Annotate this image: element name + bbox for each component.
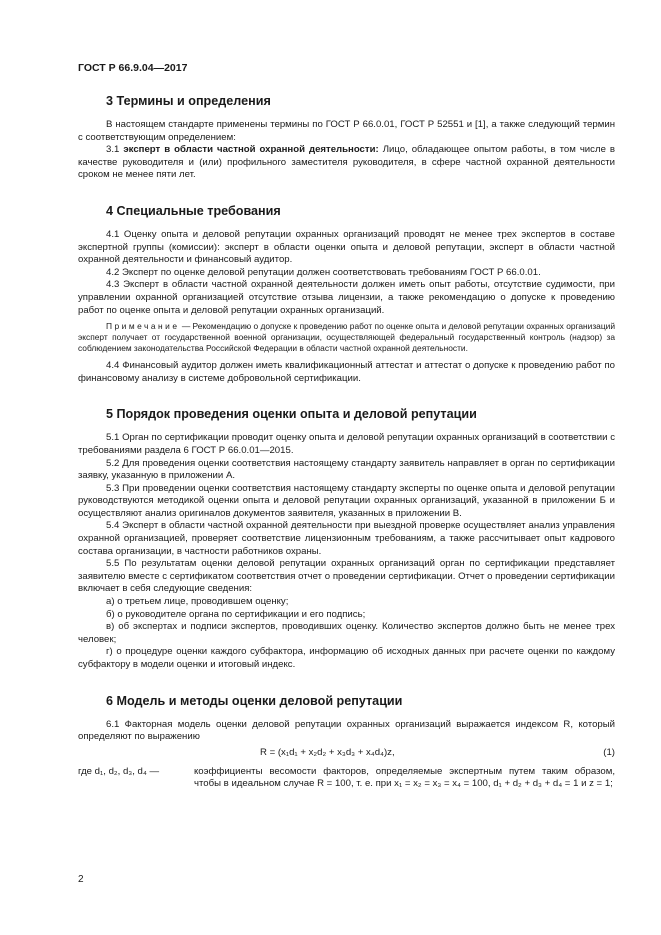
section-3-intro: В настоящем стандарте применены термины по ГОСТ Р 66.0.01, ГОСТ Р 52551 и [1], а также следующий термин с соответствующим определением: [78, 119, 615, 143]
paragraph-5-5: 5.5 По результатам оценки деловой репутации охранных организаций орган по сертификации представляет заявителю вместе с сертификатом соответствия отчет о проведении сертификации. Отчет о проведении сертификации включает в себя следующие сведения: [78, 558, 615, 595]
formula-number: (1) [603, 746, 615, 758]
where-label: где d₁, d₂, d₃, d₄ — [78, 765, 160, 777]
note-text: — Рекомендацию о допуске к проведению работ по оценке опыта и деловой репутации охранных организаций эксперт получает от государственной военной организации, осуществляющей федеральный государственный контроль (надзор) за соблюдением законодательства Российской Федерации в области частной охранной деятельности. [78, 321, 615, 354]
section-6-heading: 6 Модель и методы оценки деловой репутации [106, 693, 403, 708]
paragraph-4-2: 4.2 Эксперт по оценке деловой репутации должен соответствовать требованиям ГОСТ Р 66.0.01. [106, 266, 541, 278]
list-item-a: а) о третьем лице, проводившем оценку; [106, 596, 289, 608]
formula-explanation [78, 766, 615, 791]
paragraph-4-1: 4.1 Оценку опыта и деловой репутации охранных организаций проводят не менее трех экспертов в составе экспертной группы (комиссии): эксперт в области оценки опыта и деловой репутации, эксперт в области частной охранной деятельности и финансовый аудитор. [78, 228, 615, 266]
page-number: 2 [78, 874, 84, 885]
note-paragraph [78, 321, 615, 354]
paragraph-5-2: 5.2 Для проведения оценки соответствия настоящему стандарту заявитель направляет в орган по сертификации заявку, указанную в приложении А. [78, 457, 615, 482]
section-4-heading: 4 Специальные требования [106, 203, 281, 218]
paragraph-5-3: 5.3 При проведении оценки соответствия настоящему стандарту эксперты по оценке опыта и деловой репутации руководствуются методикой оценки опыта и деловой репутации охранных организаций, указанной в приложении Б и осуществляют анализ оригиналов документов заявителя, указанных в приложении В. [78, 482, 615, 519]
document-header: ГОСТ Р 66.9.04—2017 [78, 62, 188, 74]
paragraph-5-4: 5.4 Эксперт в области частной охранной деятельности при выездной проверке осуществляет анализ управления охранной организацией, проверяет соответствие лицензионным требованиям, а также рассчитывает опыт кадрового состава организации, в частности работников охраны. [78, 520, 615, 557]
section-5-heading: 5 Порядок проведения оценки опыта и деловой репутации [106, 407, 477, 422]
list-item-g: г) о процедуре оценки каждого субфактора, информацию об исходных данных при расчете оценки по каждому субфактору в модели оценки и итоговый индекс. [78, 646, 615, 670]
paragraph-5-1: 5.1 Орган по сертификации проводит оценку опыта и деловой репутации охранных организаций в соответствии с требованиями раздела 6 ГОСТ Р 66.0.01—2015. [78, 432, 615, 456]
note-label: Примечание [106, 321, 180, 332]
section-3-heading: 3 Термины и определения [106, 94, 271, 108]
page-content [78, 86, 615, 791]
list-item-b: б) о руководителе органа по сертификации и его подпись; [106, 608, 366, 620]
term-number: 3.1 [106, 144, 120, 156]
formula-expression: R = (x₁d₁ + x₂d₂ + x₃d₃ + x₄d₄)z, [260, 746, 395, 758]
paragraph-4-3: 4.3 Эксперт в области частной охранной деятельности должен иметь опыт работы, отсутствие судимости, при управлении охранной организацией отсутствие отзыва лицензии, а также рекомендацию о допуске к проведению работ по оценке опыта и деловой репутации охранных организаций. [78, 279, 615, 316]
term-text: Лицо, обладающее опытом работы, в том числе в качестве руководителя и (или) профильного заместителя руководителя, в сфере частной охранной деятельности сроком не менее пяти лет. [78, 144, 615, 181]
where-text: коэффициенты весомости факторов, определяемые экспертным путем таким образом, чтобы в идеальном случае R = 100, т. е. при x₁ = x₂ = x₃ = x₄ = 100, d₁ + d₂ + d₃ + d₄ = 1 и z = 1; [194, 765, 615, 790]
list-item-v: в) об экспертах и подписи экспертов, проводивших оценку. Количество экспертов должно быть не менее трех человек; [78, 621, 615, 645]
formula-1 [78, 746, 615, 762]
term-definition [78, 144, 615, 182]
paragraph-4-4: 4.4 Финансовый аудитор должен иметь квалификационный аттестат и аттестат о допуске к проведению работ по финансовому анализу в системе добровольной сертификации. [78, 360, 615, 384]
term-name: эксперт в области частной охранной деятельности: [123, 144, 379, 156]
paragraph-6-1: 6.1 Факторная модель оценки деловой репутации охранных организаций выражается индексом R, который определяют по выражению [78, 718, 615, 743]
